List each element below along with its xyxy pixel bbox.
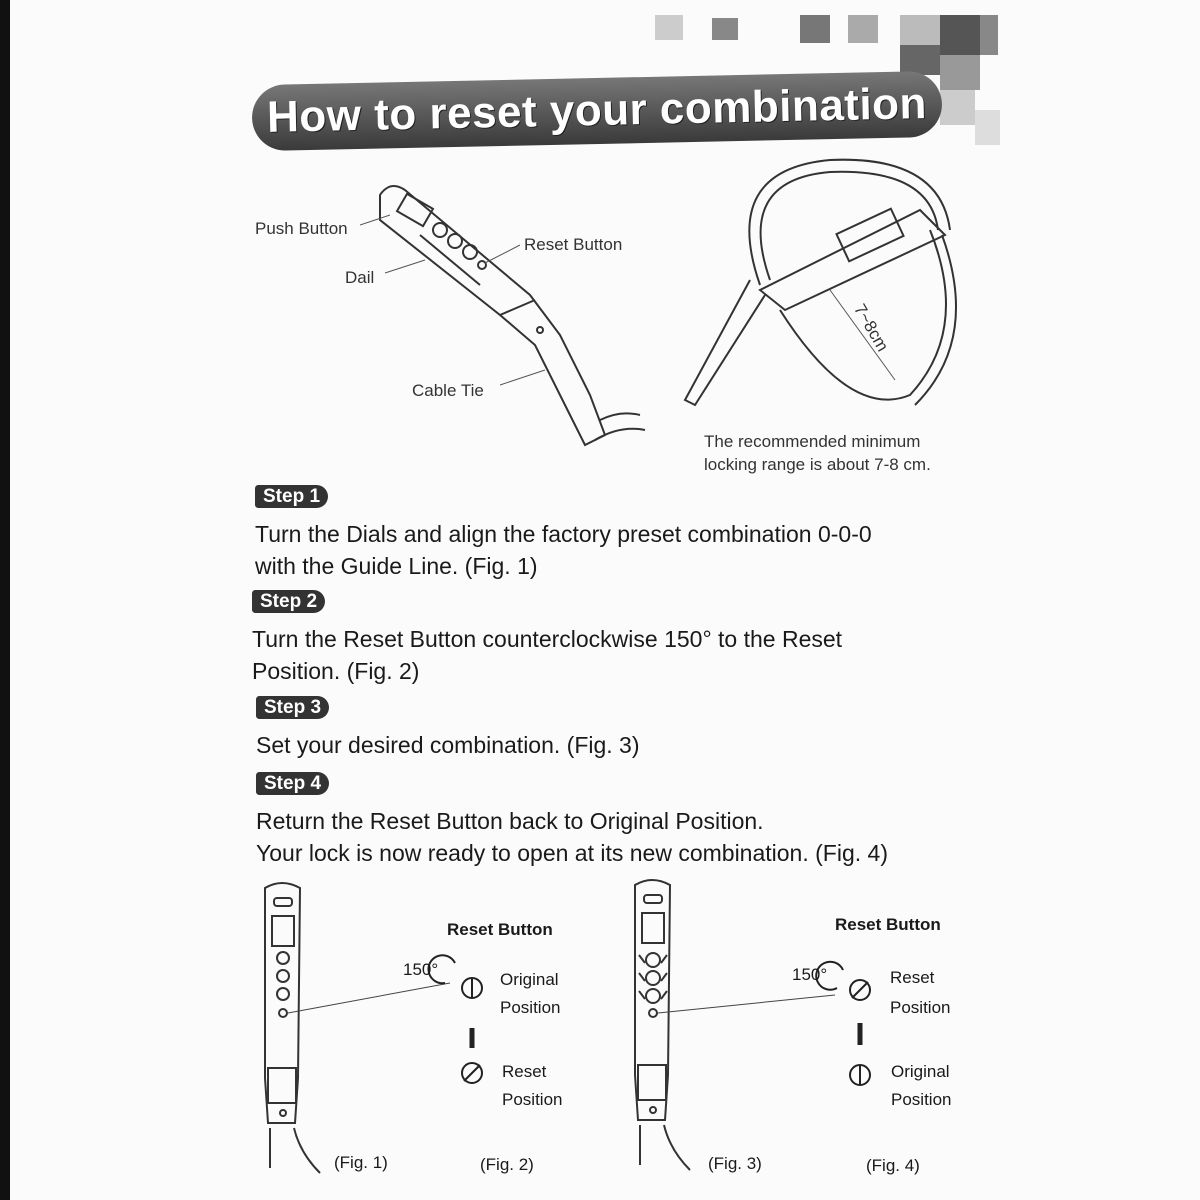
lock-loop-illustration xyxy=(680,150,980,430)
fig4-reset-position xyxy=(890,963,950,1023)
fig4-original-position xyxy=(891,1058,951,1114)
text: Original xyxy=(891,1062,950,1081)
step-text-line1: Turn the Dials and align the factory preset combination 0-0-0 xyxy=(255,521,872,547)
label-cable-tie: Cable Tie xyxy=(412,381,484,400)
text: Position xyxy=(891,1090,952,1109)
step-badge: Step 2 xyxy=(252,590,325,613)
fig2-caption: (Fig. 2) xyxy=(480,1155,534,1174)
text: Reset xyxy=(890,968,935,987)
fig2-heading: Reset Button xyxy=(447,920,553,939)
page-edge-shadow xyxy=(0,0,10,1200)
step-text-line2: with the Guide Line. (Fig. 1) xyxy=(255,553,538,579)
step-text-line1: Turn the Reset Button counterclockwise 150° to the Reset xyxy=(252,626,843,652)
fig2-reset-position xyxy=(502,1058,562,1114)
step-text-line1: Return the Reset Button back to Original Position. xyxy=(256,808,764,834)
step-text-line2: Position. (Fig. 2) xyxy=(252,658,420,684)
step-badge: Step 1 xyxy=(255,485,328,508)
text: Position xyxy=(500,998,561,1017)
lock-side-illustration xyxy=(360,175,660,465)
range-note-line1: The recommended minimum xyxy=(704,432,921,451)
fig1-caption: (Fig. 1) xyxy=(334,1153,388,1172)
fig4-angle: 150° xyxy=(792,965,828,984)
fig2-angle: 150° xyxy=(403,960,439,979)
step-2 xyxy=(252,591,842,687)
step-text-line1: Set your desired combination. (Fig. 3) xyxy=(256,732,640,758)
fig4-caption: (Fig. 4) xyxy=(866,1156,920,1175)
range-note xyxy=(704,430,931,476)
fig4-heading: Reset Button xyxy=(835,915,941,934)
fig2-original-position xyxy=(500,966,560,1022)
text: Original xyxy=(500,970,559,989)
text: Position xyxy=(502,1090,563,1109)
step-1 xyxy=(255,486,872,582)
page-title: How to reset your combination xyxy=(266,79,928,142)
title-banner xyxy=(251,71,942,151)
step-text-line2: Your lock is now ready to open at its new combination. (Fig. 4) xyxy=(256,840,888,866)
label-reset-button: Reset Button xyxy=(524,235,623,254)
text: Position xyxy=(890,998,951,1017)
label-push-button: Push Button xyxy=(255,219,348,238)
step-badge: Step 4 xyxy=(256,772,329,795)
label-range: 7~8cm xyxy=(850,300,893,355)
step-3 xyxy=(256,697,640,761)
range-note-line2: locking range is about 7-8 cm. xyxy=(704,455,931,474)
step-4 xyxy=(256,773,888,869)
step-badge: Step 3 xyxy=(256,696,329,719)
text: Reset xyxy=(502,1062,547,1081)
fig3-caption: (Fig. 3) xyxy=(708,1154,762,1173)
label-dial: Dail xyxy=(345,268,375,287)
